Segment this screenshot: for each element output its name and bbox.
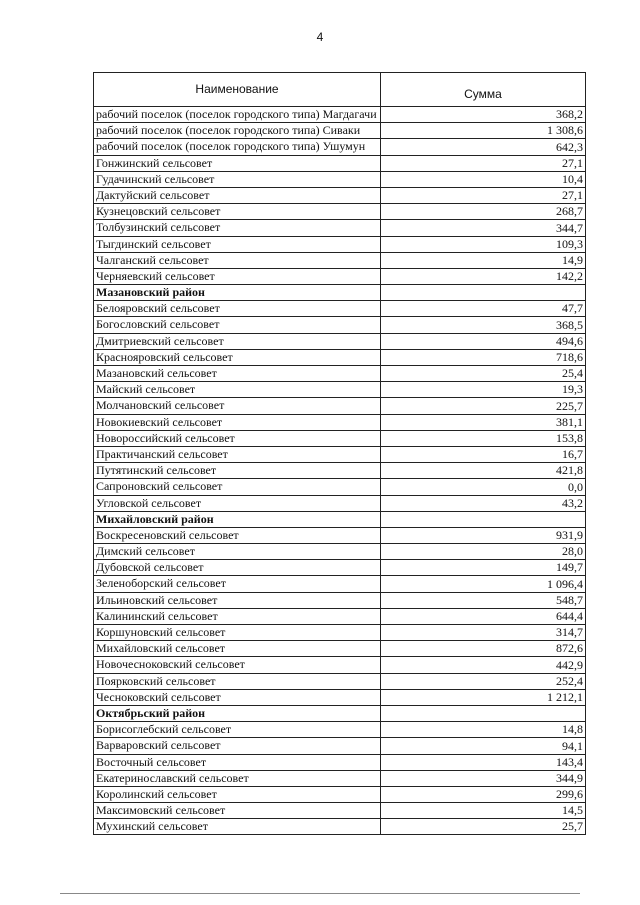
row-name: Ильиновский сельсовет — [94, 592, 381, 608]
row-name: Черняевский сельсовет — [94, 268, 381, 284]
table-row — [94, 673, 586, 689]
table-row — [94, 657, 586, 673]
row-name: рабочий поселок (поселок городского типа) Ушумун — [94, 139, 381, 155]
row-name: Дактуйский сельсовет — [94, 187, 381, 203]
table-row — [94, 592, 586, 608]
row-name: Гонжинский сельсовет — [94, 155, 381, 171]
table-row — [94, 803, 586, 819]
row-sum: 299,6 — [381, 786, 586, 802]
table-row — [94, 317, 586, 333]
table-row — [94, 236, 586, 252]
row-name: Новороссийский сельсовет — [94, 430, 381, 446]
row-name: Сапроновский сельсовет — [94, 479, 381, 495]
row-sum — [381, 285, 586, 301]
row-sum: 642,3 — [381, 139, 586, 155]
table-row — [94, 301, 586, 317]
row-name: Путятинский сельсовет — [94, 463, 381, 479]
row-sum: 381,1 — [381, 414, 586, 430]
row-name: Дмитриевский сельсовет — [94, 333, 381, 349]
page-number: 4 — [316, 30, 324, 44]
row-sum: 225,7 — [381, 398, 586, 414]
row-sum: 25,4 — [381, 366, 586, 382]
table-row — [94, 495, 586, 511]
district-name: Мазановский район — [94, 285, 381, 301]
row-sum: 47,7 — [381, 301, 586, 317]
row-name: Чалганский сельсовет — [94, 252, 381, 268]
row-sum: 931,9 — [381, 527, 586, 543]
row-name: Борисоглебский сельсовет — [94, 722, 381, 738]
table-row — [94, 139, 586, 155]
table-row — [94, 527, 586, 543]
row-sum: 14,5 — [381, 803, 586, 819]
row-sum: 25,7 — [381, 819, 586, 835]
row-sum: 109,3 — [381, 236, 586, 252]
row-name: Майский сельсовет — [94, 382, 381, 398]
row-name: Калининский сельсовет — [94, 608, 381, 624]
budget-table — [93, 72, 586, 835]
row-name: Михайловский сельсовет — [94, 641, 381, 657]
table-row — [94, 107, 586, 123]
row-name: Восточный сельсовет — [94, 754, 381, 770]
row-sum: 19,3 — [381, 382, 586, 398]
table-row — [94, 252, 586, 268]
table-row — [94, 560, 586, 576]
table-row — [94, 349, 586, 365]
table-row — [94, 689, 586, 705]
row-sum: 494,6 — [381, 333, 586, 349]
row-name: Угловской сельсовет — [94, 495, 381, 511]
row-sum: 10,4 — [381, 171, 586, 187]
row-name: Гудачинский сельсовет — [94, 171, 381, 187]
row-name: Воскресеновский сельсовет — [94, 527, 381, 543]
row-name: Молчановский сельсовет — [94, 398, 381, 414]
row-name: Новокиевский сельсовет — [94, 414, 381, 430]
page-bottom-line — [60, 893, 580, 894]
row-name: Королинский сельсовет — [94, 786, 381, 802]
row-sum — [381, 511, 586, 527]
row-sum: 268,7 — [381, 204, 586, 220]
row-name: Богословский сельсовет — [94, 317, 381, 333]
row-sum: 548,7 — [381, 592, 586, 608]
row-sum: 368,2 — [381, 107, 586, 123]
table-row — [94, 333, 586, 349]
table-row — [94, 625, 586, 641]
row-name: Кузнецовский сельсовет — [94, 204, 381, 220]
row-name: Екатеринославский сельсовет — [94, 770, 381, 786]
row-sum: 252,4 — [381, 673, 586, 689]
table-row — [94, 268, 586, 284]
district-name: Михайловский район — [94, 511, 381, 527]
row-name: Максимовский сельсовет — [94, 803, 381, 819]
row-sum: 43,2 — [381, 495, 586, 511]
table-row — [94, 430, 586, 446]
row-name: рабочий поселок (поселок городского типа) Сиваки — [94, 123, 381, 139]
table-row — [94, 366, 586, 382]
row-sum: 14,9 — [381, 252, 586, 268]
table-row — [94, 722, 586, 738]
row-sum: 28,0 — [381, 544, 586, 560]
row-sum: 344,7 — [381, 220, 586, 236]
row-name: Поярковский сельсовет — [94, 673, 381, 689]
row-name: Коршуновский сельсовет — [94, 625, 381, 641]
row-sum: 142,2 — [381, 268, 586, 284]
row-sum: 442,9 — [381, 657, 586, 673]
table-row — [94, 819, 586, 835]
row-sum: 14,8 — [381, 722, 586, 738]
row-sum: 149,7 — [381, 560, 586, 576]
table-row — [94, 463, 586, 479]
district-row — [94, 511, 586, 527]
row-name: Тыгдинский сельсовет — [94, 236, 381, 252]
row-sum: 1 096,4 — [381, 576, 586, 592]
table-row — [94, 382, 586, 398]
row-sum: 16,7 — [381, 446, 586, 462]
district-row — [94, 705, 586, 721]
table-row — [94, 786, 586, 802]
table-row — [94, 544, 586, 560]
row-name: Краснояровский сельсовет — [94, 349, 381, 365]
row-sum: 344,9 — [381, 770, 586, 786]
table-row — [94, 123, 586, 139]
table-row — [94, 204, 586, 220]
table-row — [94, 414, 586, 430]
row-name: Дубовской сельсовет — [94, 560, 381, 576]
row-sum: 0,0 — [381, 479, 586, 495]
row-name: Толбузинский сельсовет — [94, 220, 381, 236]
row-name: Практичанский сельсовет — [94, 446, 381, 462]
table-row — [94, 770, 586, 786]
district-row — [94, 285, 586, 301]
row-name: Новочесноковский сельсовет — [94, 657, 381, 673]
row-sum: 644,4 — [381, 608, 586, 624]
row-sum: 153,8 — [381, 430, 586, 446]
table-row — [94, 479, 586, 495]
table-row — [94, 754, 586, 770]
table-row — [94, 171, 586, 187]
row-name: Мазановский сельсовет — [94, 366, 381, 382]
table-row — [94, 187, 586, 203]
header-name: Наименование — [94, 73, 381, 107]
row-name: Варваровский сельсовет — [94, 738, 381, 754]
row-sum: 314,7 — [381, 625, 586, 641]
row-sum: 143,4 — [381, 754, 586, 770]
row-name: Зеленоборский сельсовет — [94, 576, 381, 592]
row-sum: 27,1 — [381, 155, 586, 171]
row-name: рабочий поселок (поселок городского типа) Магдагачи — [94, 107, 381, 123]
row-name: Мухинский сельсовет — [94, 819, 381, 835]
row-sum: 368,5 — [381, 317, 586, 333]
table-row — [94, 738, 586, 754]
header-sum: Сумма — [381, 73, 586, 107]
table-row — [94, 220, 586, 236]
table-row — [94, 155, 586, 171]
table-row — [94, 398, 586, 414]
row-sum: 1 212,1 — [381, 689, 586, 705]
row-sum: 872,6 — [381, 641, 586, 657]
row-name: Чесноковский сельсовет — [94, 689, 381, 705]
district-name: Октябрьский район — [94, 705, 381, 721]
row-sum: 27,1 — [381, 187, 586, 203]
table-header-row — [94, 73, 586, 107]
row-sum: 421,8 — [381, 463, 586, 479]
table-row — [94, 641, 586, 657]
row-sum — [381, 705, 586, 721]
table-row — [94, 608, 586, 624]
table-row — [94, 446, 586, 462]
row-name: Белояровский сельсовет — [94, 301, 381, 317]
row-sum: 718,6 — [381, 349, 586, 365]
table-body — [94, 107, 586, 835]
table-row — [94, 576, 586, 592]
row-sum: 94,1 — [381, 738, 586, 754]
row-sum: 1 308,6 — [381, 123, 586, 139]
row-name: Димский сельсовет — [94, 544, 381, 560]
